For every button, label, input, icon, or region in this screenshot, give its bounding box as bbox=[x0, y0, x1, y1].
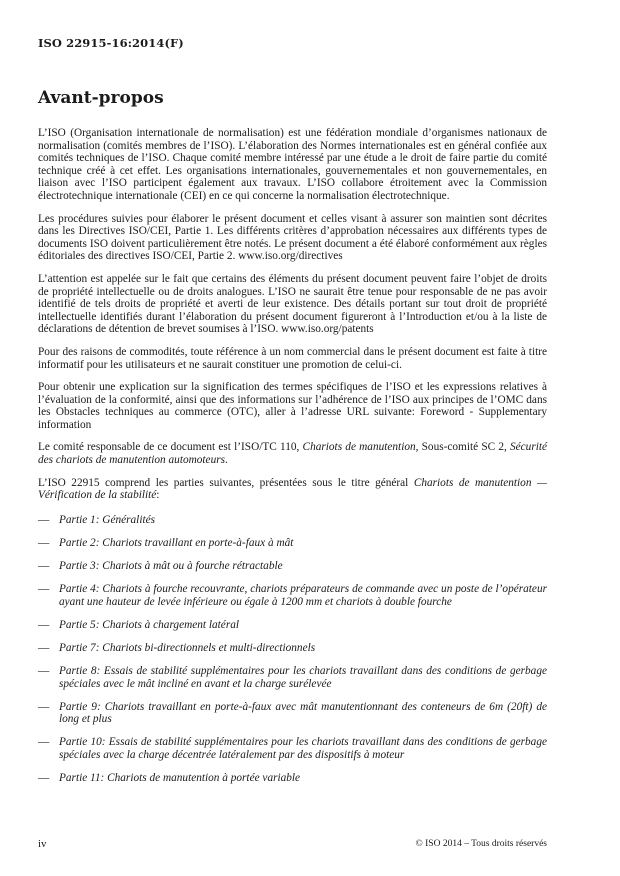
committee-text-after: . bbox=[225, 454, 228, 467]
paragraph-iso-organisation: L’ISO (Organisation internationale de normalisation) est une fédération mondiale d’organismes nationaux de normalisation (comités membres de l’ISO). L’élaboration des Normes internationales est en général confiée aux comités techniques de l’ISO. Chaque comité membre intéressé par une étude a le droit de faire partie du comité technique créé à cet effet. Les organisations internationales, gouvernementales et non gouvernementales, en liaison avec l’ISO participent également aux travaux. L’ISO collabore étroitement avec la Commission électrotechnique internationale (CEI) en ce qui concerne la normalisation électrotechnique. bbox=[38, 127, 547, 202]
part-title: Partie 5: Chariots à chargement latéral bbox=[59, 618, 239, 631]
list-item bbox=[38, 665, 547, 690]
section-title: Avant-propos bbox=[38, 88, 164, 108]
list-dash: — bbox=[38, 641, 50, 654]
list-item bbox=[38, 642, 547, 655]
paragraph-committee bbox=[38, 441, 547, 466]
general-title: Chariots de manutention — Vérification de la stabilité bbox=[38, 476, 547, 502]
list-dash: — bbox=[38, 700, 50, 713]
list-dash: — bbox=[38, 736, 50, 749]
list-item bbox=[38, 701, 547, 726]
part-title: Partie 3: Chariots à mât ou à fourche rétractable bbox=[59, 560, 283, 573]
part-title: Partie 2: Chariots travaillant en porte-à-faux à mât bbox=[59, 536, 294, 549]
list-item bbox=[38, 583, 547, 608]
parts-intro-colon: : bbox=[156, 489, 160, 502]
part-title: Partie 9: Chariots travaillant en porte-à-faux avec mât manutentionnant des conteneurs de 6m (20ft) de long et plus bbox=[59, 700, 547, 726]
list-item bbox=[38, 514, 547, 527]
part-title: Partie 10: Essais de stabilité supplémentaires pour les chariots travaillant dans des conditions de gerbage spéciales avec la charge décentrée latéralement par des dispositifs à moteur bbox=[59, 736, 547, 761]
page-number: iv bbox=[38, 838, 47, 850]
paragraph-parts-intro bbox=[38, 477, 547, 502]
part-title: Partie 11: Chariots de manutention à portée variable bbox=[59, 772, 301, 785]
list-item bbox=[38, 537, 547, 550]
paragraph-terms-explanation: Pour obtenir une explication sur la signification des termes spécifiques de l’ISO et les expressions relatives à l’évaluation de la conformité, ainsi que des informations sur l’adhérence de l’ISO aux principes de l’OMC dans les Obstacles techniques au commerce (OTC), aller à l’adresse URL suivante: Foreword - Supplementary information bbox=[38, 381, 547, 431]
list-item bbox=[38, 619, 547, 632]
committee-text-before: Le comité responsable de ce document est l’ISO/TC 110, bbox=[38, 441, 303, 454]
committee-name: Chariots de manutention bbox=[302, 441, 416, 454]
part-title: Partie 7: Chariots bi-directionnels et multi-directionnels bbox=[59, 641, 316, 654]
list-dash: — bbox=[38, 583, 50, 596]
part-title: Partie 4: Chariots à fourche recouvrante, chariots préparateurs de commande avec un poste de l’opérateur ayant une hauteur de levée inférieure ou égale à 1200 mm et chariots à double fourche bbox=[59, 583, 547, 608]
committee-text-middle: , Sous-comité SC 2, bbox=[415, 441, 510, 454]
list-dash: — bbox=[38, 513, 50, 526]
list-dash: — bbox=[38, 772, 50, 785]
paragraph-procedures: Les procédures suivies pour élaborer le présent document et celles visant à assurer son maintien sont décrites dans les Directives ISO/CEI, Partie 1. Les différents critères d’approbation nécessaires aux différents types de documents ISO doivent particulièrement être notés. Le présent document a été élaboré conformément aux règles éditoriales des directives ISO/CEI, Partie 2. www.iso.org/directives bbox=[38, 212, 547, 263]
subcommittee-name: Sécurité des chariots de manutention automoteurs bbox=[38, 441, 548, 467]
list-dash: — bbox=[38, 665, 50, 677]
paragraph-patents: L’attention est appelée sur le fait que certains des éléments du présent document peuvent faire l’objet de droits de propriété intellectuelle ou de droits analogues. L’ISO ne saurait être tenue pour responsable de ne pas avoir identifié de tels droits de propriété et averti de leur existence. Des détails portant sur tout droit de propriété intellectuelle identifiés durant l’élaboration du présent document figureront à l’Introduction et/ou à la liste de déclarations de détention de brevet soumises à l’ISO. www.iso.org/patents bbox=[38, 272, 547, 336]
list-item bbox=[38, 736, 547, 761]
foreword-body bbox=[38, 127, 547, 795]
list-dash: — bbox=[38, 618, 50, 631]
list-item bbox=[38, 772, 547, 785]
part-title: Partie 8: Essais de stabilité supplémentaires pour les chariots travaillant dans des conditions de gerbage spéciales avec le mât incliné en avant et la charge surélevée bbox=[59, 665, 547, 690]
document-id-header: ISO 22915-16:2014(F) bbox=[38, 36, 184, 50]
paragraph-trade-names: Pour des raisons de commodités, toute référence à un nom commercial dans le présent document est faite à titre informatif pour les utilisateurs et ne saurait constituer une promotion de celui-ci. bbox=[38, 345, 547, 371]
list-dash: — bbox=[38, 560, 50, 573]
parts-intro-text: L’ISO 22915 comprend les parties suivantes, présentées sous le titre général bbox=[38, 476, 414, 489]
part-title: Partie 1: Généralités bbox=[59, 513, 156, 526]
parts-list bbox=[38, 514, 547, 785]
list-item bbox=[38, 560, 547, 573]
list-dash: — bbox=[38, 536, 50, 549]
copyright-notice: © ISO 2014 – Tous droits réservés bbox=[415, 839, 547, 849]
